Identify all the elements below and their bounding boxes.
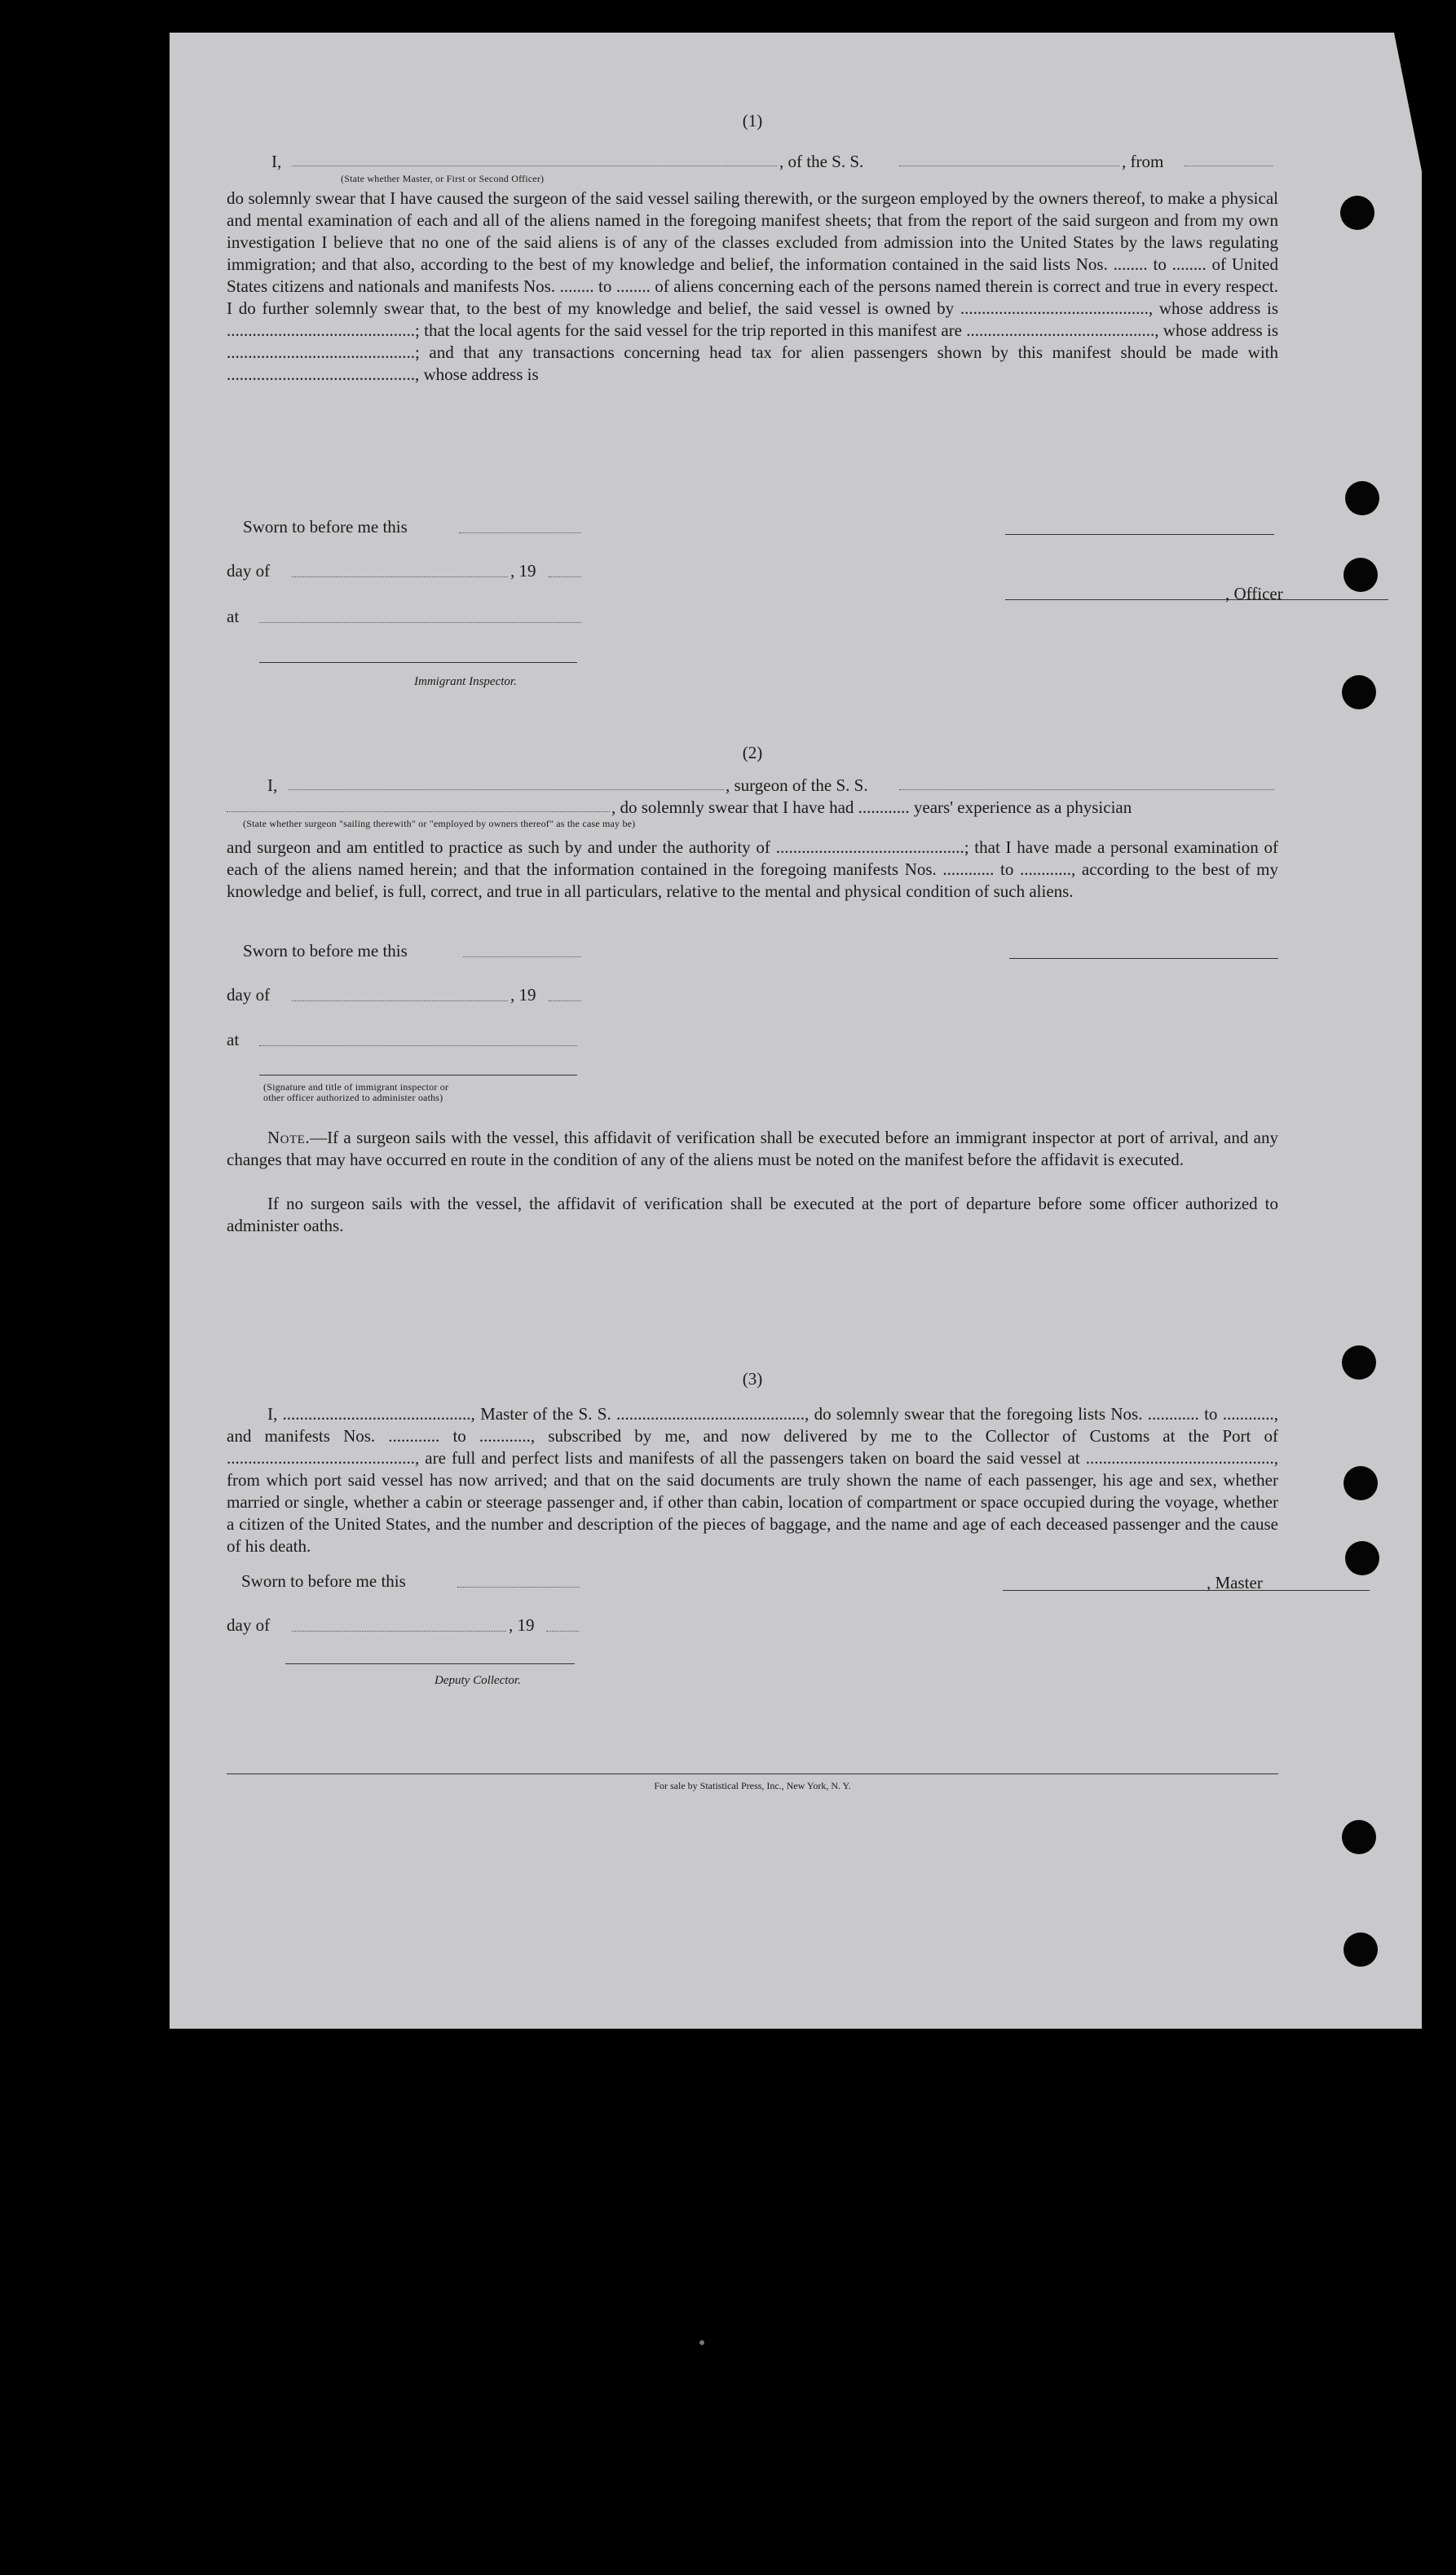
binder-hole	[1345, 1541, 1379, 1575]
section-number: (3)	[742, 1369, 763, 1389]
day-of-label: day of	[227, 561, 271, 581]
day-of-label: day of	[227, 1615, 271, 1635]
officer-label: , Officer	[1225, 584, 1283, 603]
sworn-date-field[interactable]	[463, 942, 581, 957]
surgeon-status-field[interactable]	[227, 797, 610, 812]
binder-hole	[1342, 1820, 1376, 1854]
printer-footer: For sale by Statistical Press, Inc., New York, N. Y.	[654, 1780, 851, 1791]
section-number: (1)	[742, 111, 763, 130]
at-field[interactable]	[259, 607, 581, 623]
officer-signature-line[interactable]	[1005, 599, 1388, 600]
section-number: (2)	[742, 743, 763, 762]
binder-hole	[1340, 196, 1374, 230]
day-of-field[interactable]	[292, 562, 508, 577]
oath-start: I,	[271, 152, 282, 171]
year-field[interactable]	[549, 562, 581, 577]
day-of-label: day of	[227, 985, 271, 1005]
manifest-page	[170, 33, 1422, 2029]
binder-hole	[1345, 481, 1379, 515]
master-label: , Master	[1207, 1573, 1263, 1592]
binder-hole	[1343, 558, 1378, 592]
binder-hole	[1342, 1345, 1376, 1380]
binder-hole	[1343, 1466, 1378, 1500]
year-label: , 19	[509, 1615, 535, 1635]
at-label: at	[227, 1030, 240, 1049]
collector-caption: Deputy Collector.	[435, 1674, 521, 1687]
day-of-field[interactable]	[292, 986, 508, 1001]
signature-caption-2: other officer authorized to administer oaths)	[263, 1092, 443, 1103]
surgeon-signature-line[interactable]	[1009, 958, 1278, 959]
at-field[interactable]	[259, 1031, 577, 1046]
inspector-caption: Immigrant Inspector.	[414, 675, 517, 688]
sworn-label: Sworn to before me this	[243, 941, 408, 961]
binder-hole	[1343, 1932, 1378, 1967]
dust-speck	[699, 2340, 704, 2345]
year-field[interactable]	[546, 1616, 579, 1632]
day-of-field[interactable]	[292, 1616, 506, 1632]
ship-label: , of the S. S.	[779, 152, 864, 171]
sworn-label: Sworn to before me this	[243, 517, 408, 537]
ship-name-field[interactable]	[899, 151, 1119, 166]
sworn-date-field[interactable]	[457, 1572, 580, 1588]
surgeon-ship-field[interactable]	[899, 775, 1274, 790]
sworn-label: Sworn to before me this	[241, 1571, 406, 1591]
note-text: —If a surgeon sails with the vessel, this affidavit of verification shall be executed before an immigrant inspector at port of arrival, and any changes that may have occurred en route in the condition of any of the aliens must be noted on the manifest before the affidavit is executed.	[227, 1128, 1278, 1169]
experience-text: , do solemnly swear that I have had ............ years' experience as a physician	[611, 797, 1132, 817]
torn-corner	[1394, 33, 1422, 171]
surgeon-caption: (State whether surgeon "sailing therewith" or "employed by owners thereof" as the case may be)	[243, 818, 636, 829]
affidavit-1-body: do solemnly swear that I have caused the surgeon of the said vessel sailing therewith, or the surgeon employed by the owners thereof, to make a physical and mental examination of each and all of the aliens named in the foregoing manifest sheets; that from the report of the said surgeon and from my own investigation I believe that no one of the said aliens is of any of the classes excluded from admission into the United States by the laws regulating immigration; and that also, according to the best of my knowledge and belief, the information contained in the said lists Nos. ........ to ........ of United States citizens and nationals and manifests Nos. ........ to ........ of aliens concerning each of the persons named therein is correct and true in every respect. I do further solemnly swear that, to the best of my knowledge and belief, the said vessel is owned by ............................................, whose address is ............................................; that the local agents for the said vessel for the trip reported in this manifest are ............................................, whose address is ............................................; and that any transactions concerning head tax for alien passengers shown by this manifest should be made with ............................................, whose address is	[227, 188, 1278, 384]
surgeon-name-field[interactable]	[288, 775, 724, 790]
from-label: , from	[1122, 152, 1164, 171]
signature-line[interactable]	[1005, 534, 1274, 535]
binder-hole	[1342, 675, 1376, 709]
year-field[interactable]	[549, 986, 581, 1001]
year-label: , 19	[510, 561, 536, 581]
surgeon-ship-label: , surgeon of the S. S.	[726, 775, 868, 795]
inspector-signature-line[interactable]	[259, 662, 577, 663]
signature-caption-1: (Signature and title of immigrant inspector or	[263, 1081, 449, 1093]
officer-caption: (State whether Master, or First or Second Officer)	[341, 173, 545, 184]
oath-start: I,	[267, 775, 278, 795]
surgeon-note-2: If no surgeon sails with the vessel, the affidavit of verification shall be executed at the port of departure before some officer authorized to administer oaths.	[227, 1194, 1278, 1235]
sworn-date-field[interactable]	[459, 518, 581, 533]
from-port-field[interactable]	[1185, 151, 1273, 166]
officer-name-field[interactable]	[292, 151, 777, 166]
collector-signature-line[interactable]	[285, 1663, 575, 1664]
at-label: at	[227, 607, 240, 626]
year-label: , 19	[510, 985, 536, 1005]
surgeon-note	[227, 1127, 1278, 1171]
note-label: Note.	[267, 1128, 311, 1147]
footer-rule	[227, 1773, 1278, 1774]
affidavit-3-body: I, ............................................, Master of the S. S. ............................................, do solemnly swear that the foregoing lists Nos. ............ to ............, and manifests Nos. ............ to ............, subscribed by me, and now delivered by me to the Collector of Customs at the Port of ............................................, are full and perfect lists and manifests of all the passengers taken on board the said vessel at ............................................, from which port said vessel has now arrived; and that on the said documents are truly shown the name of each passenger, his age and sex, whether married or single, whether a cabin or steerage passenger and, if other than cabin, location of compartment or space occupied during the voyage, whether a citizen of the United States, and the number and description of the pieces of baggage, and the name and age of each deceased passenger and the cause of his death.	[227, 1404, 1278, 1556]
affidavit-2-body: and surgeon and am entitled to practice as such by and under the authority of ............................................; that I have made a personal examination of each of the aliens named herein; and that the information contained in the foregoing manifests Nos. ............ to ............, according to the best of my knowledge and belief, is full, correct, and true in all particulars, relative to the mental and physical condition of such aliens.	[227, 837, 1278, 901]
master-signature-line[interactable]	[1003, 1590, 1370, 1591]
